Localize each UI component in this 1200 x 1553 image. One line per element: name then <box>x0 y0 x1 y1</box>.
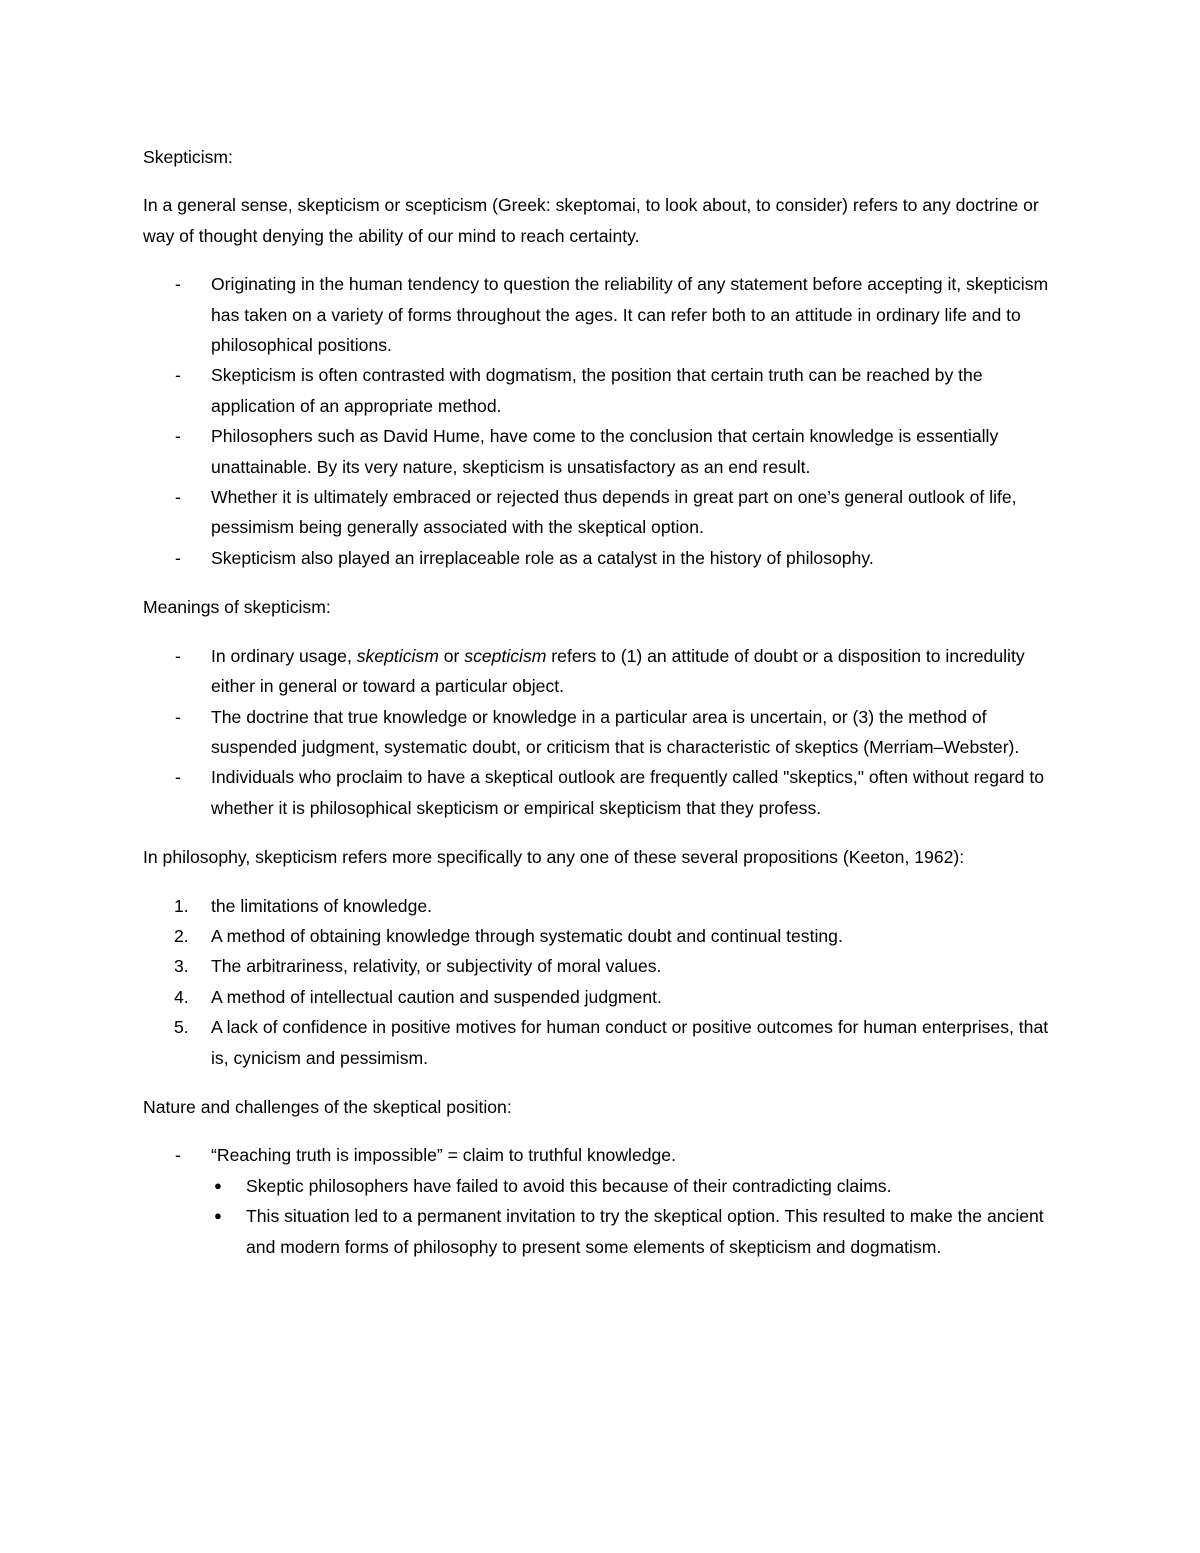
dash-marker: - <box>175 487 181 508</box>
meanings-list <box>143 641 1060 823</box>
list-item <box>143 982 1060 1012</box>
list-number: 3. <box>174 956 189 977</box>
list-item-text: Individuals who proclaim to have a skeptical outlook are frequently called "skeptics," often without regard to whether it is philosophical skepticism or empirical skepticism that they profess. <box>211 767 1045 818</box>
philosophy-intro-paragraph: In philosophy, skepticism refers more specifically to any one of these several propositions (Keeton, 1962): <box>143 847 965 868</box>
list-item <box>143 482 1060 543</box>
bullet-icon: ● <box>214 1177 222 1193</box>
list-item-text: Whether it is ultimately embraced or rejected thus depends in great part on one’s general outlook of life, pessimism being generally associated with the skeptical option. <box>211 487 1017 538</box>
list-number: 2. <box>174 925 189 946</box>
meaning-term-skepticism: skepticism <box>356 645 439 666</box>
list-item <box>143 921 1060 951</box>
list-item <box>143 951 1060 981</box>
list-item-text: the limitations of knowledge. <box>211 895 433 916</box>
propositions-list <box>143 891 1060 1073</box>
list-item <box>143 641 1060 702</box>
nature-heading: Nature and challenges of the skeptical position: <box>143 1096 512 1117</box>
list-number: 1. <box>174 895 189 916</box>
meaning-text-pre: In ordinary usage, <box>211 645 357 666</box>
list-item <box>143 421 1060 482</box>
dash-marker: - <box>175 426 181 447</box>
list-item <box>143 269 1060 360</box>
list-item-text: A lack of confidence in positive motives for human conduct or positive outcomes for human enterprises, that is, cynicism and pessimism. <box>211 1017 1049 1068</box>
sub-list-item <box>211 1201 1060 1262</box>
meaning-term-scepticism: scepticism <box>464 645 547 666</box>
intro-points-list <box>143 269 1060 573</box>
list-item-text: The doctrine that true knowledge or knowledge in a particular area is uncertain, or (3) the method of suspended judgment, systematic doubt, or criticism that is characteristic of skeptics (Merriam–Webster). <box>211 706 1020 757</box>
meaning-text-mid: or <box>438 645 465 666</box>
sub-list-item <box>211 1171 1060 1201</box>
list-item <box>143 543 1060 573</box>
dash-marker: - <box>175 365 181 386</box>
list-item <box>143 891 1060 921</box>
nature-sub-list <box>211 1171 1060 1262</box>
list-item-text: The arbitrariness, relativity, or subjectivity of moral values. <box>211 956 662 977</box>
dash-marker: - <box>175 547 181 568</box>
list-item-text: Skepticism is often contrasted with dogmatism, the position that certain truth can be reached by the application of an appropriate method. <box>211 365 983 416</box>
sub-list-item-text: Skeptic philosophers have failed to avoid this because of their contradicting claims. <box>246 1175 892 1196</box>
list-item <box>143 702 1060 763</box>
sub-list-item-text: This situation led to a permanent invitation to try the skeptical option. This resulted to make the ancient and modern forms of philosophy to present some elements of skepticism and dogmatism. <box>246 1206 1044 1257</box>
document-title: Skepticism: <box>143 147 233 167</box>
nature-list <box>143 1140 1060 1262</box>
list-item <box>143 1140 1060 1262</box>
list-item <box>143 360 1060 421</box>
list-item-text: Skepticism also played an irreplaceable role as a catalyst in the history of philosophy. <box>211 547 874 568</box>
meaning-text-post: refers to (1) an attitude of doubt or a disposition to incredulity either in general or toward a particular object. <box>211 645 1025 697</box>
dash-marker: - <box>175 767 181 788</box>
list-item <box>143 1012 1060 1073</box>
list-item-text: Philosophers such as David Hume, have come to the conclusion that certain knowledge is essentially unattainable. By its very nature, skepticism is unsatisfactory as an end result. <box>211 426 999 477</box>
list-item <box>143 762 1060 823</box>
dash-marker: - <box>175 706 181 727</box>
bullet-icon: ● <box>214 1208 222 1224</box>
intro-paragraph: In a general sense, skepticism or scepticism (Greek: skeptomai, to look about, to consider) refers to any doctrine or way of thought denying the ability of our mind to reach certainty. <box>143 195 1039 246</box>
list-item-text: Originating in the human tendency to question the reliability of any statement before accepting it, skepticism has taken on a variety of forms throughout the ages. It can refer both to an attitude in ordinary life and to philosophical positions. <box>211 274 1049 356</box>
dash-marker: - <box>175 645 181 666</box>
list-item-text: A method of obtaining knowledge through systematic doubt and continual testing. <box>211 925 843 946</box>
list-item-text: A method of intellectual caution and suspended judgment. <box>211 986 662 1007</box>
dash-marker: - <box>175 274 181 295</box>
list-item-text: “Reaching truth is impossible” = claim to truthful knowledge. <box>211 1145 676 1166</box>
meanings-heading: Meanings of skepticism: <box>143 597 331 618</box>
list-number: 5. <box>174 1017 189 1038</box>
list-number: 4. <box>174 986 189 1007</box>
dash-marker: - <box>175 1145 181 1166</box>
